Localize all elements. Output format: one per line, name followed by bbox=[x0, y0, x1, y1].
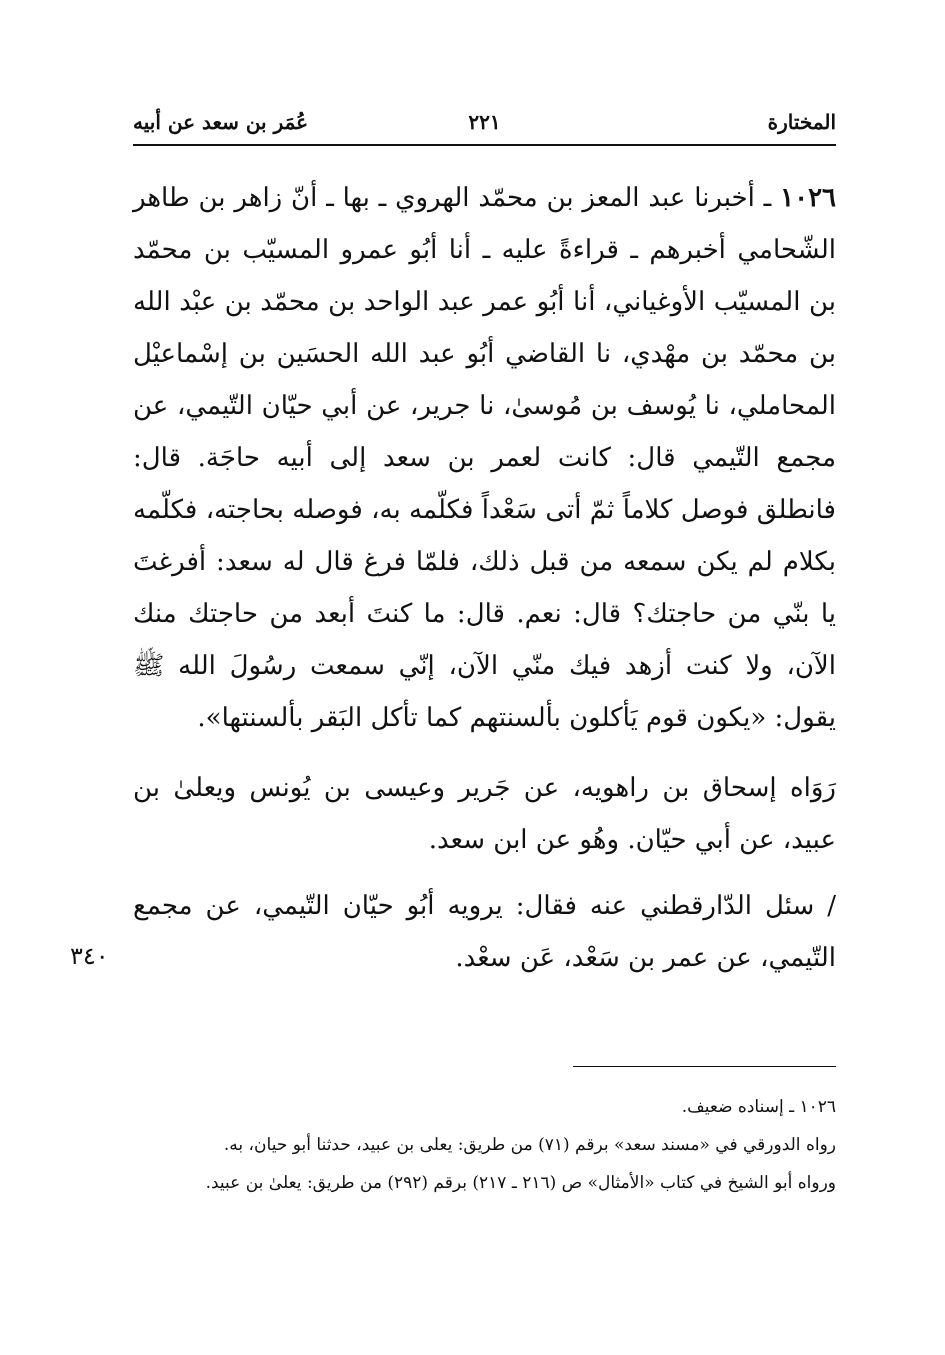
main-text bbox=[133, 172, 836, 984]
hadith-paragraph bbox=[133, 172, 836, 744]
footnote-line: ورواه أبو الشيخ في كتاب «الأمثال» ص (٢١٦ ـ ٢١٧) برقم (٢٩٢) من طريق: يعلىٰ بن عبيد. bbox=[205, 1173, 836, 1193]
footnote-line: ١٠٢٦ ـ إسناده ضعيف. bbox=[681, 1097, 836, 1117]
book-title: المختارة bbox=[767, 110, 836, 134]
footnotes bbox=[133, 1090, 836, 1204]
hadith-number: ١٠٢٦ bbox=[780, 183, 836, 213]
running-header bbox=[133, 108, 836, 146]
page-number: ٢٢١ bbox=[468, 110, 501, 134]
margin-page-marker: ٣٤٠ bbox=[70, 942, 109, 970]
hadith-text: ـ أخبرنا عبد المعز بن محمّد الهروي ـ بها ـ أنّ زاهر بن طاهر الشّحامي أخبرهم ـ قراءةً عليه ـ أنا أبُو عمرو المسيّب بن محمّد بن المسيّب الأوغياني، أنا أبُو عمر عبد الواحد بن محمّد بن عبْد الله بن محمّد بن مهْدي، نا القاضي أبُو عبد الله الحسَين بن إسْماعيْل المحاملي، نا يُوسف بن مُوسىٰ، نا جرير، عن أبي حيّان التّيمي، عن مجمع التّيمي قال: كانت لعمر بن سعد إلى أبيه حاجَة. قال: فانطلق فوصل كلاماً ثمّ أتى سَعْداً فكلّمه به، فوصله بحاجته، فكلّمه بكلام لم يكن سمعه من قبل ذلك، فلمّا فرغ قال له سعد: أفرغتَ يا بنّي من حاجتك؟ قال: نعم. قال: ما كنتَ أبعد من حاجتك منك الآن، ولا كنت أزهد فيك منّي الآن، إنّي سمعت رسُولَ الله ﷺ يقول: «يكون قوم يَأكلون بألسنتهم كما تأكل البَقر بألسنتها». bbox=[133, 183, 836, 733]
footnote-line: رواه الدورقي في «مسند سعد» برقم (٧١) من طريق: يعلى بن عبيد، حدثنا أبو حيان، به. bbox=[223, 1135, 836, 1155]
chapter-title: عُمَر بن سعد عن أبيه bbox=[133, 110, 309, 134]
narration-paragraph: رَوَاه إسحاق بن راهويه، عن جَرير وعيسى بن يُونس ويعلىٰ بن عبيد، عن أبي حيّان. وهُو عن ابن سعد. bbox=[133, 773, 836, 855]
footnote-divider bbox=[573, 1066, 836, 1067]
daraqutni-paragraph: / سئل الدّارقطني عنه فقال: يرويه أبُو حيّان التّيمي، عن مجمع التّيمي، عن عمر بن سَعْد، عَن سعْد. bbox=[133, 891, 836, 973]
